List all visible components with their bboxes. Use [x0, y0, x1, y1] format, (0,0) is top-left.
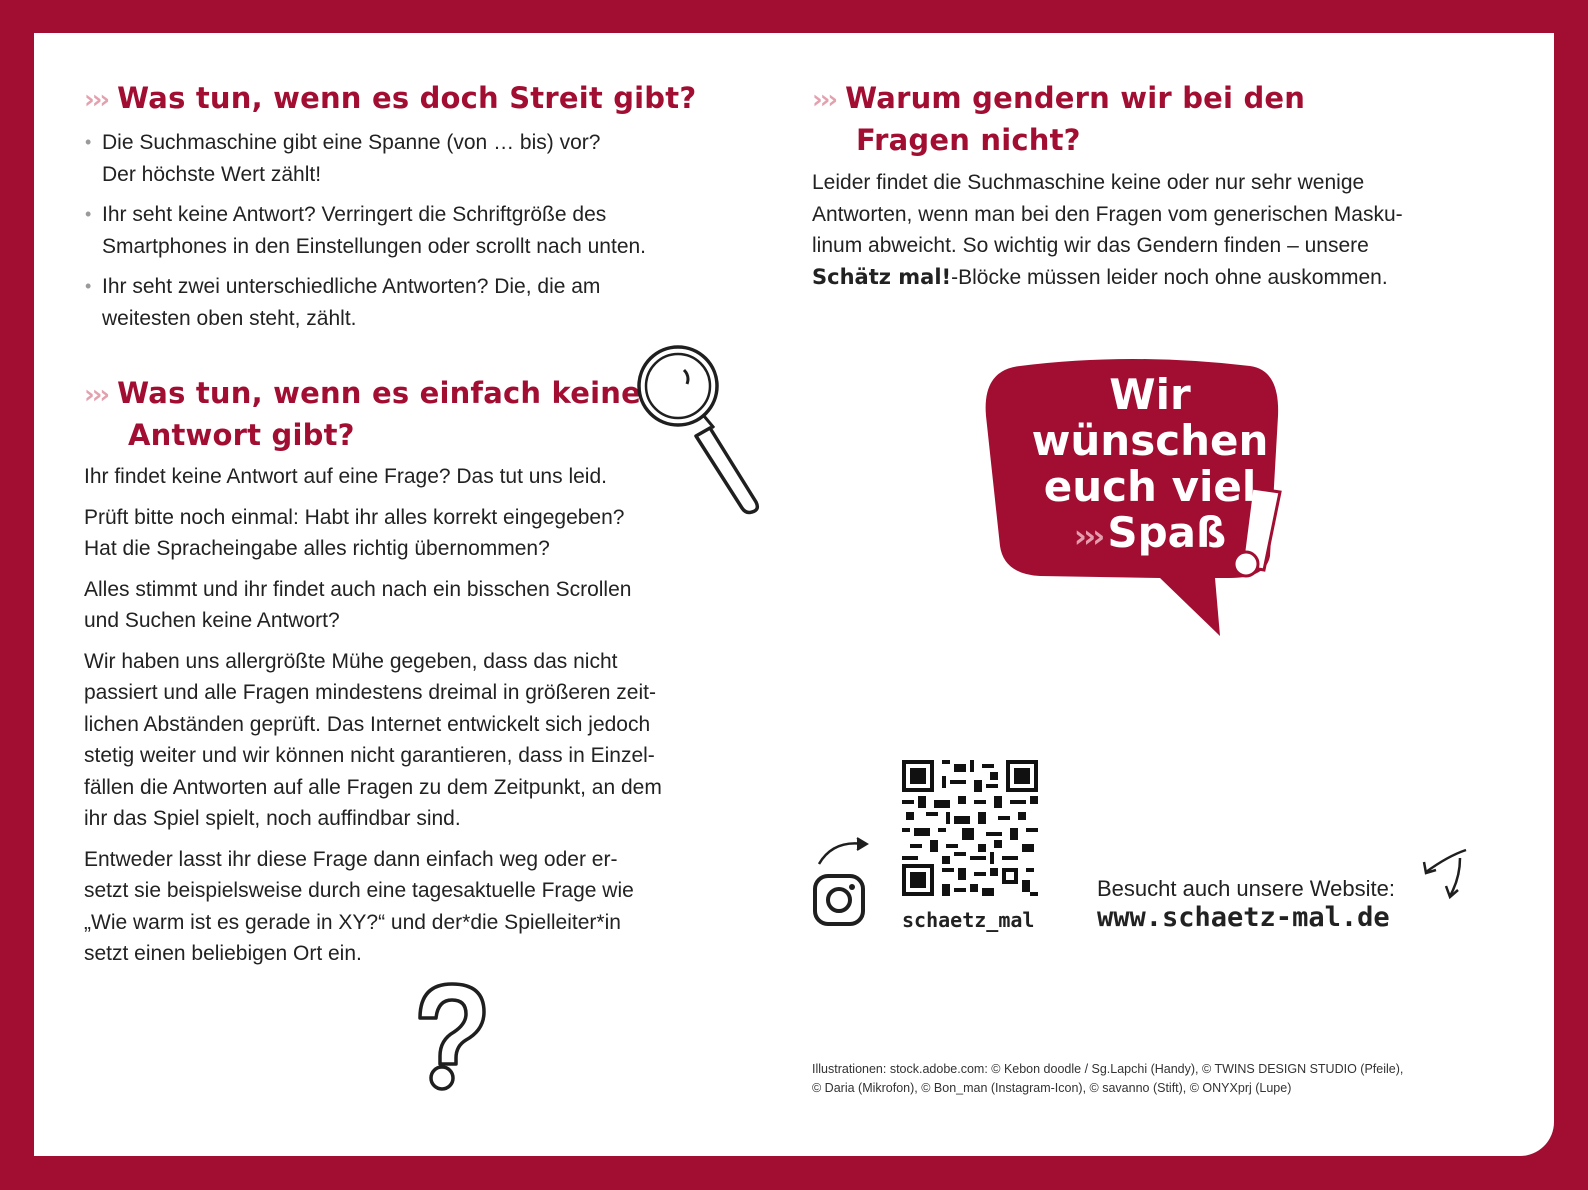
- paragraph: Wir haben uns allergrößte Mühe gegeben, dass das nicht passiert und alle Fragen mindestens dreimal in größeren zeit- lichen Abständen geprüft. Das Internet entwickelt sich jedoch stetig weiter und wir können nicht garantieren, dass in Einzel- fällen die Antworten auf alle Fragen zu dem Zeitpunkt, an dem ihr das Spiel spielt, noch auffindbar sind.: [84, 649, 662, 830]
- bubble-message: Wir wünschen euch viel ››› Spaß: [1031, 370, 1269, 557]
- paragraph: Ihr findet keine Antwort auf eine Frage? Das tut uns leid.: [84, 465, 607, 488]
- brand-name: Schätz mal!: [812, 264, 952, 289]
- question-mark-icon: [410, 980, 490, 1095]
- section-heading-gendern: ››› Warum gendern wir bei den Fragen nicht?: [812, 81, 1306, 157]
- chevron-icon: ›››: [84, 85, 108, 115]
- paragraph: Entweder lasst ihr diese Frage dann einfach weg oder er- setzt sie beispielsweise durch eine tagesaktuelle Frage wie „Wie warm ist es gerade in XY?“ und der*die Spielleiter*in setzt einen beliebigen Ort ein.: [84, 847, 634, 965]
- section-heading-streit: ››› Was tun, wenn es doch Streit gibt?: [84, 81, 697, 115]
- section-heading-keine-antwort: ››› Was tun, wenn es einfach keine Antwort gibt?: [84, 376, 641, 452]
- list-item: • Ihr seht zwei unterschiedliche Antworten? Die, die am weitesten oben steht, zählt.: [84, 271, 764, 334]
- gendern-text: Leider findet die Suchmaschine keine oder nur sehr wenige Antworten, wenn man bei den Fragen vom generischen Masku- linum abweicht. So wichtig wir das Gendern finden – unsere Schätz mal!-Blöcke müssen leider noch ohne auskommen.: [812, 171, 1403, 289]
- list-item: • Ihr seht keine Antwort? Verringert die Schriftgröße des Smartphones in den Einstellungen oder scrollt nach unten.: [84, 199, 764, 262]
- streit-bullet-list: [84, 127, 764, 343]
- chevron-icon: ›››: [84, 380, 108, 410]
- illustration-credits: Illustrationen: stock.adobe.com: © Kebon doodle / Sg.Lapchi (Handy), © TWINS DESIGN STUDIO (Pfeile), © Daria (Mikrofon), © Bon_man (Instagram-Icon), © savanno (Stift), © ONYXprj (Lupe): [812, 1062, 1404, 1095]
- paragraph: Prüft bitte noch einmal: Habt ihr alles korrekt eingegeben? Hat die Spracheingabe alles richtig übernommen?: [84, 505, 625, 560]
- chevron-icon: ›››: [812, 85, 836, 115]
- keine-antwort-text: [84, 461, 764, 979]
- curved-arrow-icon: [1420, 846, 1470, 902]
- curved-arrow-icon: [815, 830, 875, 870]
- instagram-handle[interactable]: schaetz_mal: [902, 908, 1035, 932]
- qr-code[interactable]: [902, 760, 1038, 896]
- chevron-icon: ›››: [1073, 517, 1102, 555]
- website-link[interactable]: www.schaetz-mal.de: [1097, 902, 1390, 933]
- website-label: Besucht auch unsere Website:: [1097, 876, 1395, 901]
- paragraph: Alles stimmt und ihr findet auch nach ein bisschen Scrollen und Suchen keine Antwort?: [84, 577, 632, 632]
- instagram-icon[interactable]: [812, 873, 866, 927]
- list-item: • Die Suchmaschine gibt eine Spanne (von … bis) vor? Der höchste Wert zählt!: [84, 127, 764, 190]
